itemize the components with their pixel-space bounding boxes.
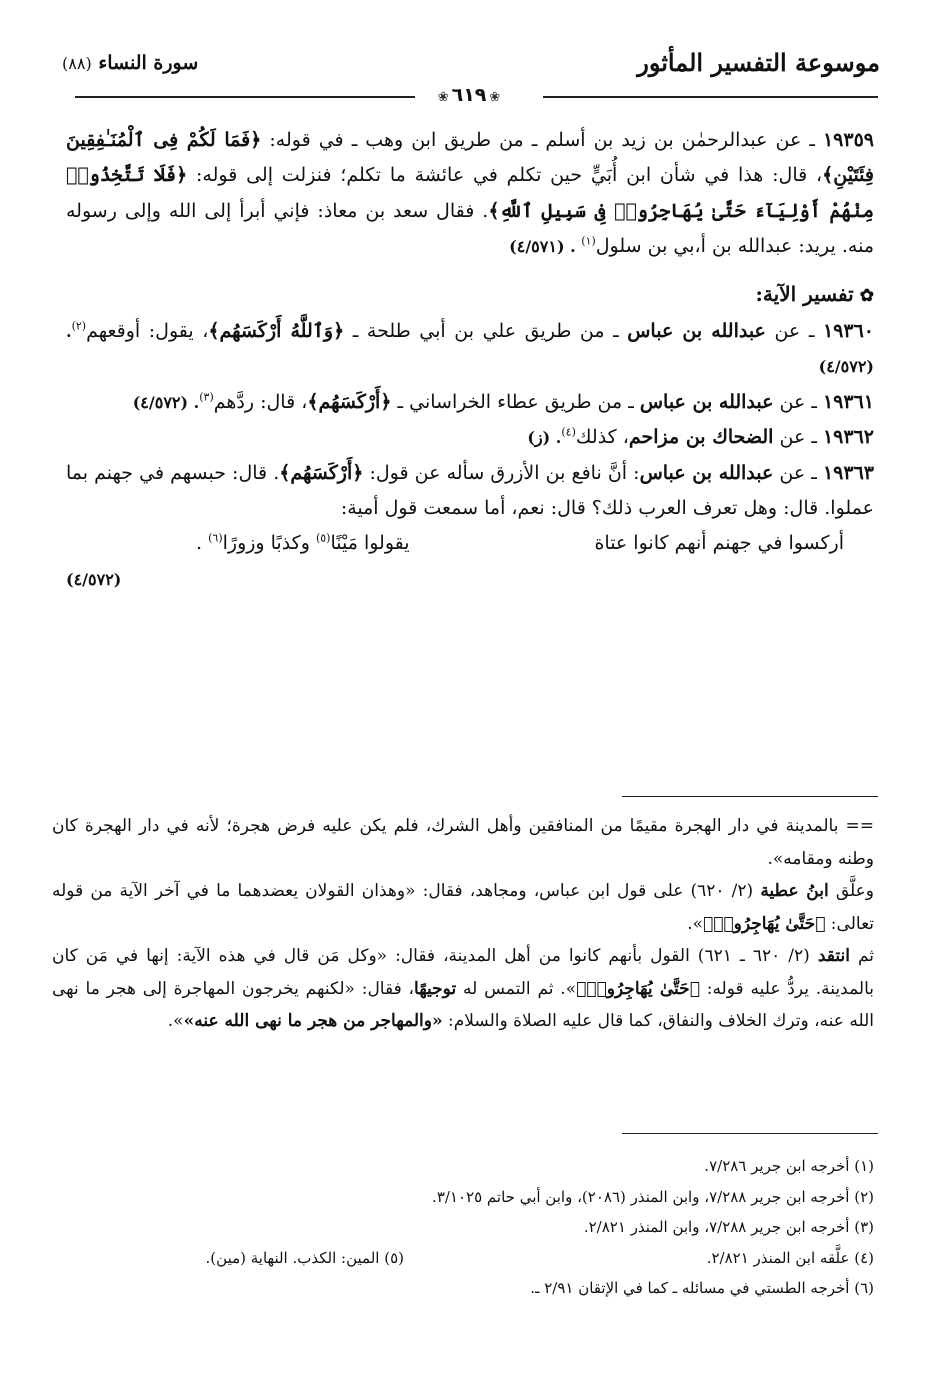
narration-text: ، قال: ردَّهم <box>213 390 308 413</box>
narration-text: ـ عن <box>773 426 823 449</box>
commentary-text: ». <box>687 913 704 934</box>
footnote-5: (٥) المين: الكذب. النهاية (مين). <box>205 1248 404 1267</box>
narration-number: ١٩٣٥٩ <box>822 129 874 151</box>
ornament-icon: ❀ <box>437 90 449 105</box>
footnote-marker: (١) <box>581 234 596 248</box>
volume-reference: (٤/٥٧٢) <box>66 569 122 589</box>
footnote-marker: (٤) <box>561 425 576 439</box>
main-text <box>66 123 874 597</box>
narration-text: ، قال: هذا في شأن ابن أُبَيٍّ حين تكلم في عائشة ما تكلم؛ فنزلت إلى قوله: <box>187 164 823 187</box>
footnote-marker: (٢) <box>71 319 87 333</box>
header-rule-left <box>75 96 415 98</box>
quran-quote: ﴿وَٱللَّهُ أَرْكَسَهُم﴾ <box>208 320 345 343</box>
commentary-paragraph <box>52 875 874 940</box>
narration-text: ـ عن <box>765 320 823 343</box>
narration-text: : أنَّ نافع بن الأزرق سأله عن قول: <box>363 461 640 484</box>
verse-text: . <box>196 532 209 555</box>
narration-number: ١٩٣٦١ <box>822 390 874 413</box>
narration-19360 <box>66 314 874 385</box>
scholar-name: ابنُ عطية <box>760 881 829 901</box>
footnote-marker: (٣) <box>199 390 214 404</box>
commentary-keyword: توجيهًا <box>414 978 457 999</box>
commentary-text: ». <box>167 1011 184 1031</box>
narration-number: ١٩٣٦٠ <box>822 320 874 343</box>
narration-19363 <box>66 456 874 527</box>
page-number <box>419 84 519 106</box>
narration-19361 <box>66 385 874 420</box>
narration-19362 <box>66 420 874 455</box>
narrator-name: عبدالله بن عباس <box>639 461 774 484</box>
narration-text: ـ عن عبدالرحمٰن بن زيد بن أسلم ـ من طريق ابن وهب ـ في قوله: <box>261 129 823 151</box>
quran-quote: ﴿فَلَا تَتَّخِذُوا۟ مِنْهُمْ أَوْلِيَآءَ حَتَّىٰ يُهَاجِرُوا۟ فِى سَبِيلِ ٱللَّهِ﴾ <box>66 164 874 222</box>
header-rule-right <box>543 96 878 98</box>
surah-number: (٨٨) <box>62 54 92 73</box>
volume-reference: . (٤/٥٧٢) <box>66 322 874 377</box>
ornament-icon: ❀ <box>489 90 501 105</box>
narration-text: . فقال سعد بن معاذ: فإني أبرأ إلى الله وإلى رسوله منه. يريد: عبدالله بن أ،بي بن سلول <box>66 199 874 258</box>
surah-name: سورة النساء <box>98 52 199 74</box>
commentary-text: وعلَّق <box>828 881 874 901</box>
commentary-keyword: انتقد <box>817 946 850 966</box>
narrator-name: عبدالله بن عباس <box>639 390 774 413</box>
narration-text: ـ عن <box>773 461 823 484</box>
commentary-footnote <box>52 810 874 1038</box>
narrator-name: الضحاك بن مزاحم <box>628 426 774 449</box>
hadith-quote: «والمهاجر من هجر ما نهى الله عنه» <box>183 1011 443 1031</box>
commentary-text: ، فقال: «لكنهم يخرجون المهاجرة إلى هجر ما نهى الله عنه، وترك الخلاف والنفاق، كما قال عليه الصلاة والسلام: <box>52 978 874 1031</box>
footnote-marker: (٥) <box>315 532 331 546</box>
narration-text: ، كذلك <box>575 426 629 449</box>
footnote-marker: (٦) <box>208 532 223 546</box>
quran-quote: ﴿حَتَّىٰ يُهَاجِرُوا۟﴾ <box>703 913 826 934</box>
commentary-text: ». ثم التمس له <box>456 978 577 999</box>
narration-number: ١٩٣٦٣ <box>822 461 874 484</box>
section-heading <box>66 277 874 314</box>
section-heading-text: تفسير الآية: <box>755 281 854 306</box>
quran-quote: ﴿أَرْكَسَهُم﴾ <box>279 461 364 484</box>
narration-text: ، يقول: أوقعهم <box>86 320 209 343</box>
verse-second-hemistich <box>196 526 410 561</box>
commentary-text: (٢/ ٦٢٠) على قول ابن عباس، ومجاهد، فقال: «وهذان القولان يعضدهما ما في آخر الآية من قوله تعالى: <box>52 881 874 934</box>
footnotes <box>66 1151 874 1304</box>
narration-19359 <box>66 123 874 265</box>
verse-text: يقولوا مَيْنًا <box>330 532 410 555</box>
narration-text: ـ من طريق عطاء الخراساني ـ <box>391 390 640 413</box>
page-number-value: ٦١٩ <box>451 84 487 106</box>
narration-text: ـ عن <box>773 390 823 413</box>
commentary-text: (٢/ ٦٢٠ ـ ٦٢١) القول بأنهم كانوا من أهل المدينة، فقال: «وكل مَن قال في هذه الآية: إنها في مَن كان بالمدينة. يردُّ عليه قوله: <box>52 946 874 999</box>
narration-text: . قال: حبسهم في جهنم بما عملوا. قال: وهل تعرف العرب ذلك؟ قال: نعم، أما سمعت قول أمية: <box>66 461 874 520</box>
narration-text: ـ من طريق علي بن أبي طلحة ـ <box>344 320 628 343</box>
quran-quote: ﴿حَتَّىٰ يُهَاجِرُوا۟﴾ <box>576 978 700 999</box>
footnote-separator <box>622 796 878 797</box>
commentary-paragraph: == بالمدينة في دار الهجرة مقيمًا من المنافقين وأهل الشرك، فلم يكن عليه فرض هجرة؛ لأنه في دار الهجرة كان وطنه ومقامه». <box>52 816 874 869</box>
poetry-verse <box>66 526 874 561</box>
volume-reference: . (٤/٥٧١) <box>509 237 582 257</box>
footnote-6: (٦) أخرجه الطستي في مسائله ـ كما في الإتقان ٢/٩١ ـ. <box>530 1279 874 1297</box>
verse-first-hemistich: أركسوا في جهنم أنهم كانوا عتاة <box>594 532 844 555</box>
verse-text: وكذبًا وزورًا <box>222 532 316 555</box>
commentary-text: ثم <box>849 946 874 966</box>
footnote-1: (١) أخرجه ابن جرير ٧/٢٨٦. <box>704 1157 874 1175</box>
footnote-2: (٢) أخرجه ابن جرير ٧/٢٨٨، وابن المنذر (٢٠٨٦)، وابن أبي حاتم ٣/١٠٢٥. <box>432 1187 874 1206</box>
volume-reference: . (٤/٥٧٢) <box>132 392 200 412</box>
volume-reference: . (ز) <box>527 428 562 448</box>
footnote-row <box>66 1243 874 1274</box>
narrator-name: عبدالله بن عباس <box>627 320 766 343</box>
commentary-paragraph <box>52 940 874 1038</box>
surah-header <box>62 52 198 74</box>
flower-icon: ✿ <box>859 285 874 306</box>
quran-quote: ﴿فَمَا لَكُمْ فِى ٱلْمُنَـٰفِقِينَ فِئَتَيْنِ﴾ <box>66 129 874 187</box>
narration-number: ١٩٣٦٢ <box>822 426 874 449</box>
book-title: موسوعة التفسير المأثور <box>637 48 880 77</box>
footnote-4: (٤) علَّقه ابن المنذر ٢/٨٢١. <box>706 1248 874 1267</box>
quran-quote: ﴿أَرْكَسَهُم﴾ <box>307 390 392 413</box>
footnote-3: (٣) أخرجه ابن جرير ٧/٢٨٨، وابن المنذر ٢/٨٢١. <box>583 1218 874 1236</box>
footnote-separator <box>622 1133 878 1134</box>
